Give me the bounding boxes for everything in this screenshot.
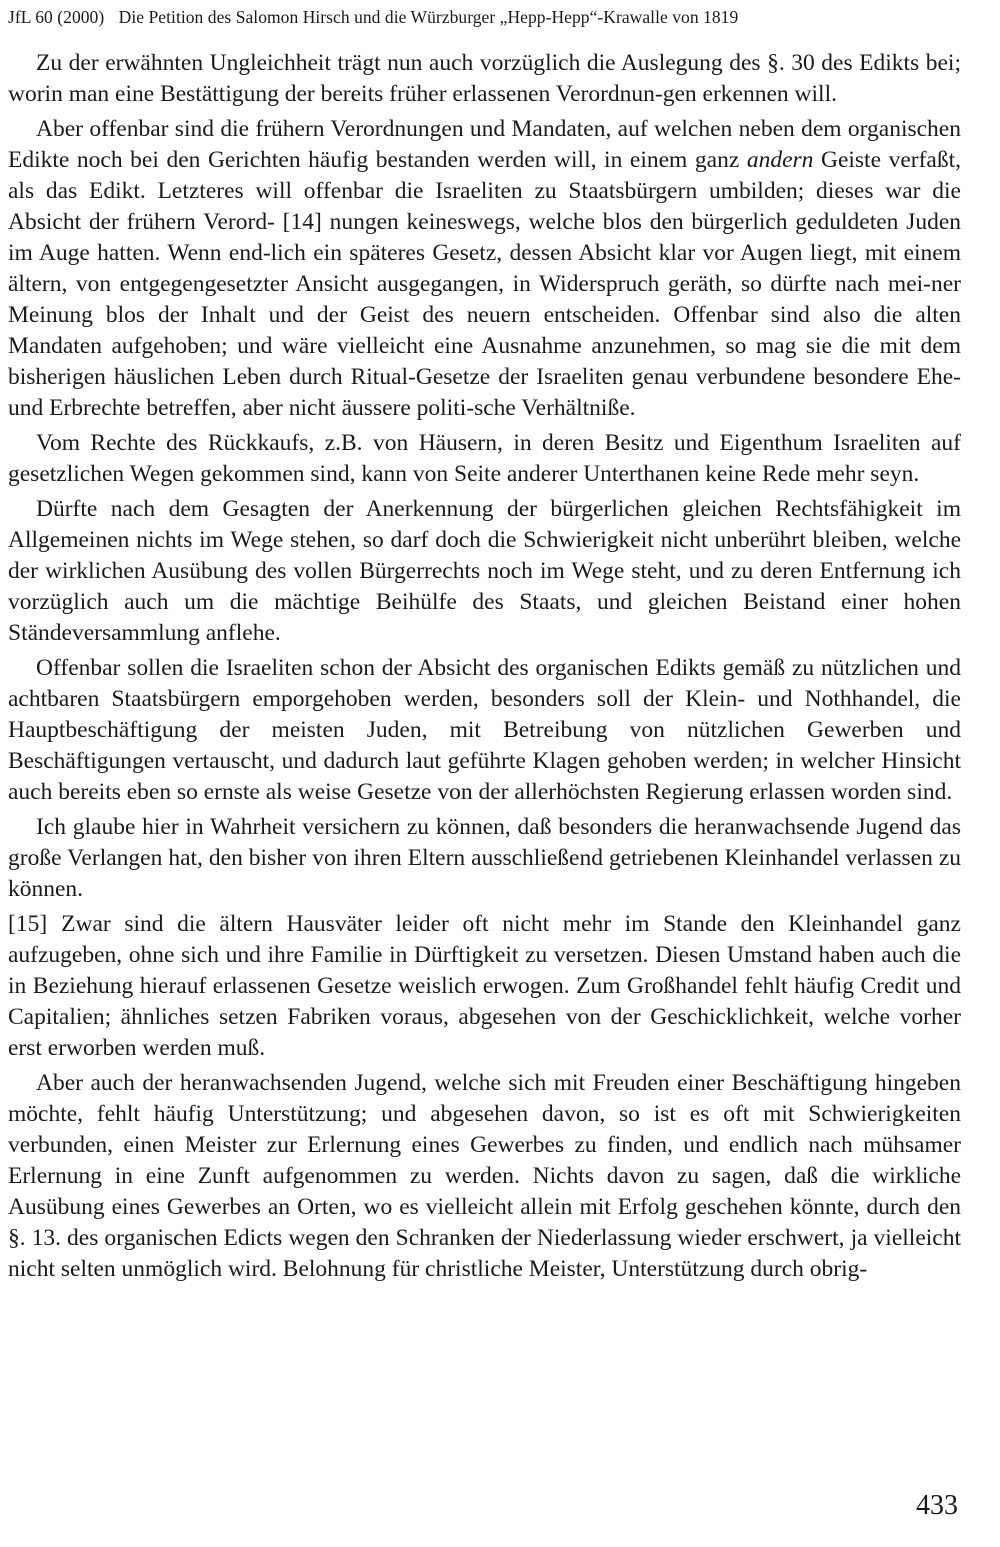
paragraph: Ich glaube hier in Wahrheit versichern zu können, daß besonders die heranwachsende Jugend das große Verlangen hat, den bisher von ihren Eltern ausschließend getriebenen Kleinhandel verlassen zu können. bbox=[8, 814, 961, 902]
paragraph bbox=[8, 909, 961, 1064]
running-header bbox=[8, 6, 968, 28]
page-marker: [15] bbox=[8, 911, 48, 937]
paragraph: Aber auch der heranwachsenden Jugend, welche sich mit Freuden einer Beschäftigung hingeben möchte, fehlt häufig Unterstützung; und abgesehen davon, so ist es oft mit Schwierigkeiten verbunden, einen Meister zur Erlernung eines Gewerbes zu finden, und endlich nach mühsamer Erlernung in eine Zunft aufgenommen zu werden. Nichts davon zu sagen, daß die wirkliche Ausübung eines Gewerbes an Orten, wo es vielleicht allein mit Erfolg geschehen könnte, durch den §. 13. des organischen Edicts wegen den Schranken der Niederlassung wieder erschwert, ja vielleicht nicht selten unmöglich wird. Belohnung für christliche Meister, Unterstützung durch obrig- bbox=[8, 1070, 961, 1282]
article-title: Die Petition des Salomon Hirsch und die Würzburger „Hepp-Hepp“-Krawalle von 1819 bbox=[118, 7, 739, 27]
body-text bbox=[8, 48, 961, 1289]
page-number: 433 bbox=[916, 1490, 958, 1521]
paragraph-text: Geiste verfaßt, als das Edikt. Letzteres will offenbar die Israeliten zu Staatsbürgern umbilden; dieses war die Absicht der frühern Verord- [14] nungen keineswegs, welche blos den bürgerlich geduldeten Juden im Auge hatten. Wenn end-lich ein späteres Gesetz, dessen Absicht klar vor Augen liegt, mit einem ältern, von entgegengesetzter Ansicht ausgegangen, in Widerspruch geräth, so dürfte nach mei-ner Meinung blos der Inhalt und der Geist des neuern entscheiden. Offenbar sind also die alten Mandaten aufgehoben; und wäre vielleicht eine Ausnahme anzunehmen, so mag sie die mit dem bisherigen häuslichen Leben durch Ritual-Gesetze der Israeliten genau verbundene besondere Ehe- und Erbrechte betreffen, aber nicht äussere politi-sche Verhältniße. bbox=[8, 147, 962, 421]
emphasized-word: andern bbox=[746, 147, 814, 173]
paragraph: Zu der erwähnten Ungleichheit trägt nun auch vorzüglich die Auslegung des §. 30 des Edikts bei; worin man eine Bestättigung der bereits früher erlassenen Verordnun-gen erkennen will. bbox=[8, 50, 961, 107]
paragraph: Vom Rechte des Rückkaufs, z.B. von Häusern, in deren Besitz und Eigenthum Israeliten auf gesetzlichen Wegen gekommen sind, kann von Seite anderer Unterthanen keine Rede mehr seyn. bbox=[8, 430, 961, 487]
paragraph-text: Aber offenbar sind die frühern Verordnungen und Mandaten, auf welchen neben dem organischen Edikte noch bei den Gerichten häufig bestanden werden will, in einem ganz bbox=[8, 116, 961, 173]
journal-citation: JfL 60 (2000) bbox=[8, 7, 105, 27]
paragraph: Offenbar sollen die Israeliten schon der Absicht des organischen Edikts gemäß zu nützlichen und achtbaren Staatsbürgern emporgehoben werden, besonders soll der Klein- und Nothhandel, die Hauptbeschäftigung der meisten Juden, mit Betreibung von nützlichen Gewerben und Beschäftigungen vertauscht, und dadurch laut geführte Klagen gehoben werden; in welcher Hinsicht auch bereits eben so ernste als weise Gesetze von der allerhöchsten Regierung erlassen worden sind. bbox=[8, 655, 961, 805]
paragraph-text: Zwar sind die ältern Hausväter leider oft nicht mehr im Stande den Kleinhandel ganz aufzugeben, ohne sich und ihre Familie in Dürftigkeit zu versetzen. Diesen Umstand haben auch die in Beziehung hierauf erlassenen Gesetze weislich erwogen. Zum Großhandel fehlt häufig Credit und Capitalien; ähnliches setzen Fabriken voraus, abgesehen von der Geschicklichkeit, welche vorher erst erworben werden muß. bbox=[8, 911, 961, 1061]
paragraph: Dürfte nach dem Gesagten der Anerkennung der bürgerlichen gleichen Rechtsfähigkeit im Allgemeinen nichts im Wege stehen, so darf doch die Schwierigkeit nicht unberührt bleiben, welche der wirklichen Ausübung des vollen Bürgerrechts noch im Wege steht, und zu deren Entfernung ich vorzüglich auch um die mächtige Beihülfe des Staats, und gleichen Beistand einer hohen Ständeversammlung anflehe. bbox=[8, 496, 961, 646]
paragraph bbox=[8, 114, 961, 424]
